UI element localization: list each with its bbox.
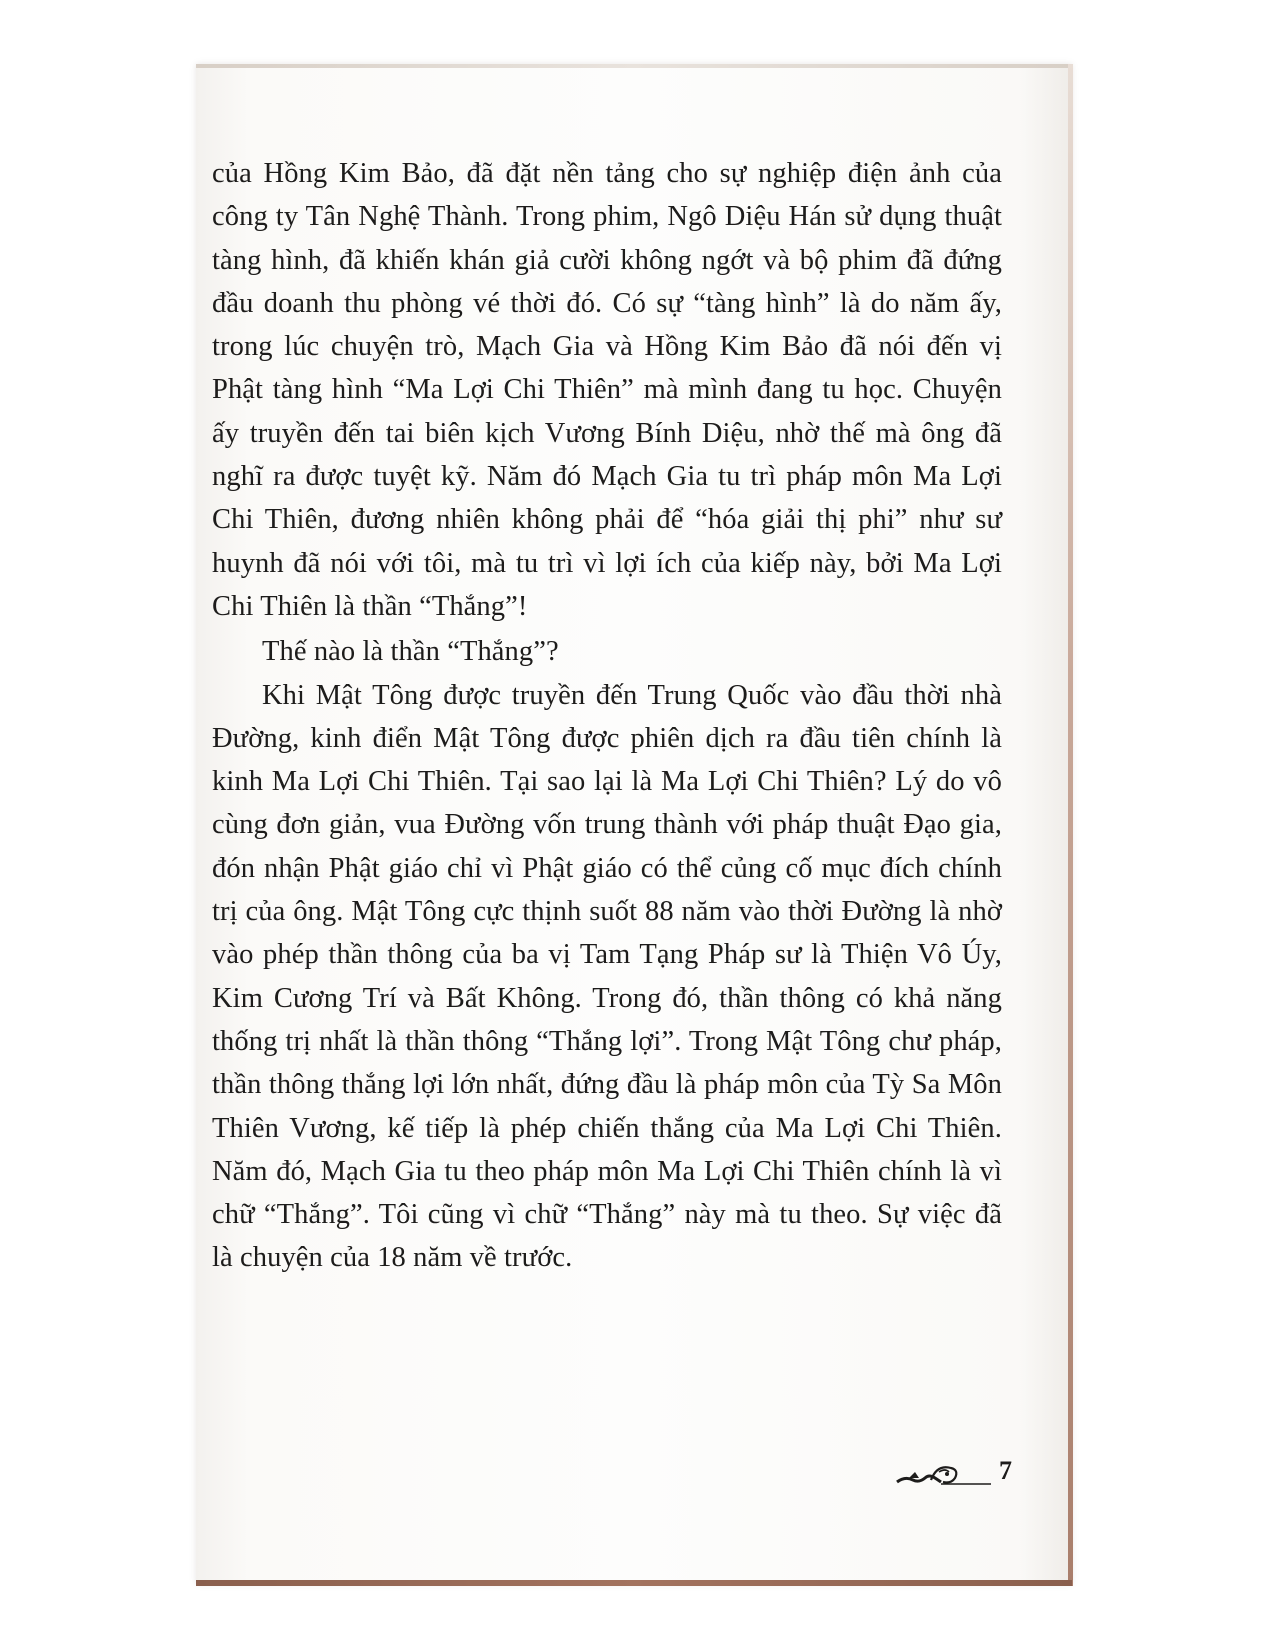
page-footer (895, 1456, 1015, 1496)
paragraph-2: Thế nào là thần “Thắng”? (262, 636, 559, 668)
page-number: 7 (999, 1456, 1012, 1485)
page-right-edge (1068, 64, 1073, 1586)
dragon-ornament-icon (895, 1456, 991, 1496)
paragraph-1: của Hồng Kim Bảo, đã đặt nền tảng cho sự nghiệp điện ảnh của công ty Tân Nghệ Thành. Trong phim, Ngô Diệu Hán sử dụng thuật tàng hình, đã khiến khán giả cười không ngớt và bộ phim đã đứng đầu doanh thu phòng vé thời đó. Có sự “tàng hình” là do năm ấy, trong lúc chuyện trò, Mạch Gia và Hồng Kim Bảo đã nói đến vị Phật tàng hình “Ma Lợi Chi Thiên” mà mình đang tu học. Chuyện ấy truyền đến tai biên kịch Vương Bính Diệu, nhờ thế mà ông đã nghĩ ra được tuyệt kỹ. Năm đó Mạch Gia tu trì pháp môn Ma Lợi Chi Thiên, đương nhiên không phải để “hóa giải thị phi” như sư huynh đã nói với tôi, mà tu trì vì lợi ích của kiếp này, bởi Ma Lợi Chi Thiên là thần “Thắng”! (212, 158, 1002, 622)
paragraph-3: Khi Mật Tông được truyền đến Trung Quốc vào đầu thời nhà Đường, kinh điển Mật Tông được phiên dịch ra đầu tiên chính là kinh Ma Lợi Chi Thiên. Tại sao lại là Ma Lợi Chi Thiên? Lý do vô cùng đơn giản, vua Đường vốn trung thành với pháp thuật Đạo gia, đón nhận Phật giáo chỉ vì Phật giáo có thể củng cố mục đích chính trị của ông. Mật Tông cực thịnh suốt 88 năm vào thời Đường là nhờ vào phép thần thông của ba vị Tam Tạng Pháp sư là Thiện Vô Úy, Kim Cương Trí và Bất Không. Trong đó, thần thông có khả năng thống trị nhất là thần thông “Thắng lợi”. Trong Mật Tông chư pháp, thần thông thắng lợi lớn nhất, đứng đầu là pháp môn của Tỳ Sa Môn Thiên Vương, kế tiếp là phép chiến thắng của Ma Lợi Chi Thiên. Năm đó, Mạch Gia tu theo pháp môn Ma Lợi Chi Thiên chính là vì chữ “Thắng”. Tôi cũng vì chữ “Thắng” này mà tu theo. Sự việc đã là chuyện của 18 năm về trước. (212, 679, 1002, 1274)
page-top-edge (196, 64, 1072, 68)
page-bottom-edge (196, 1580, 1072, 1586)
body-text (212, 152, 1002, 1280)
